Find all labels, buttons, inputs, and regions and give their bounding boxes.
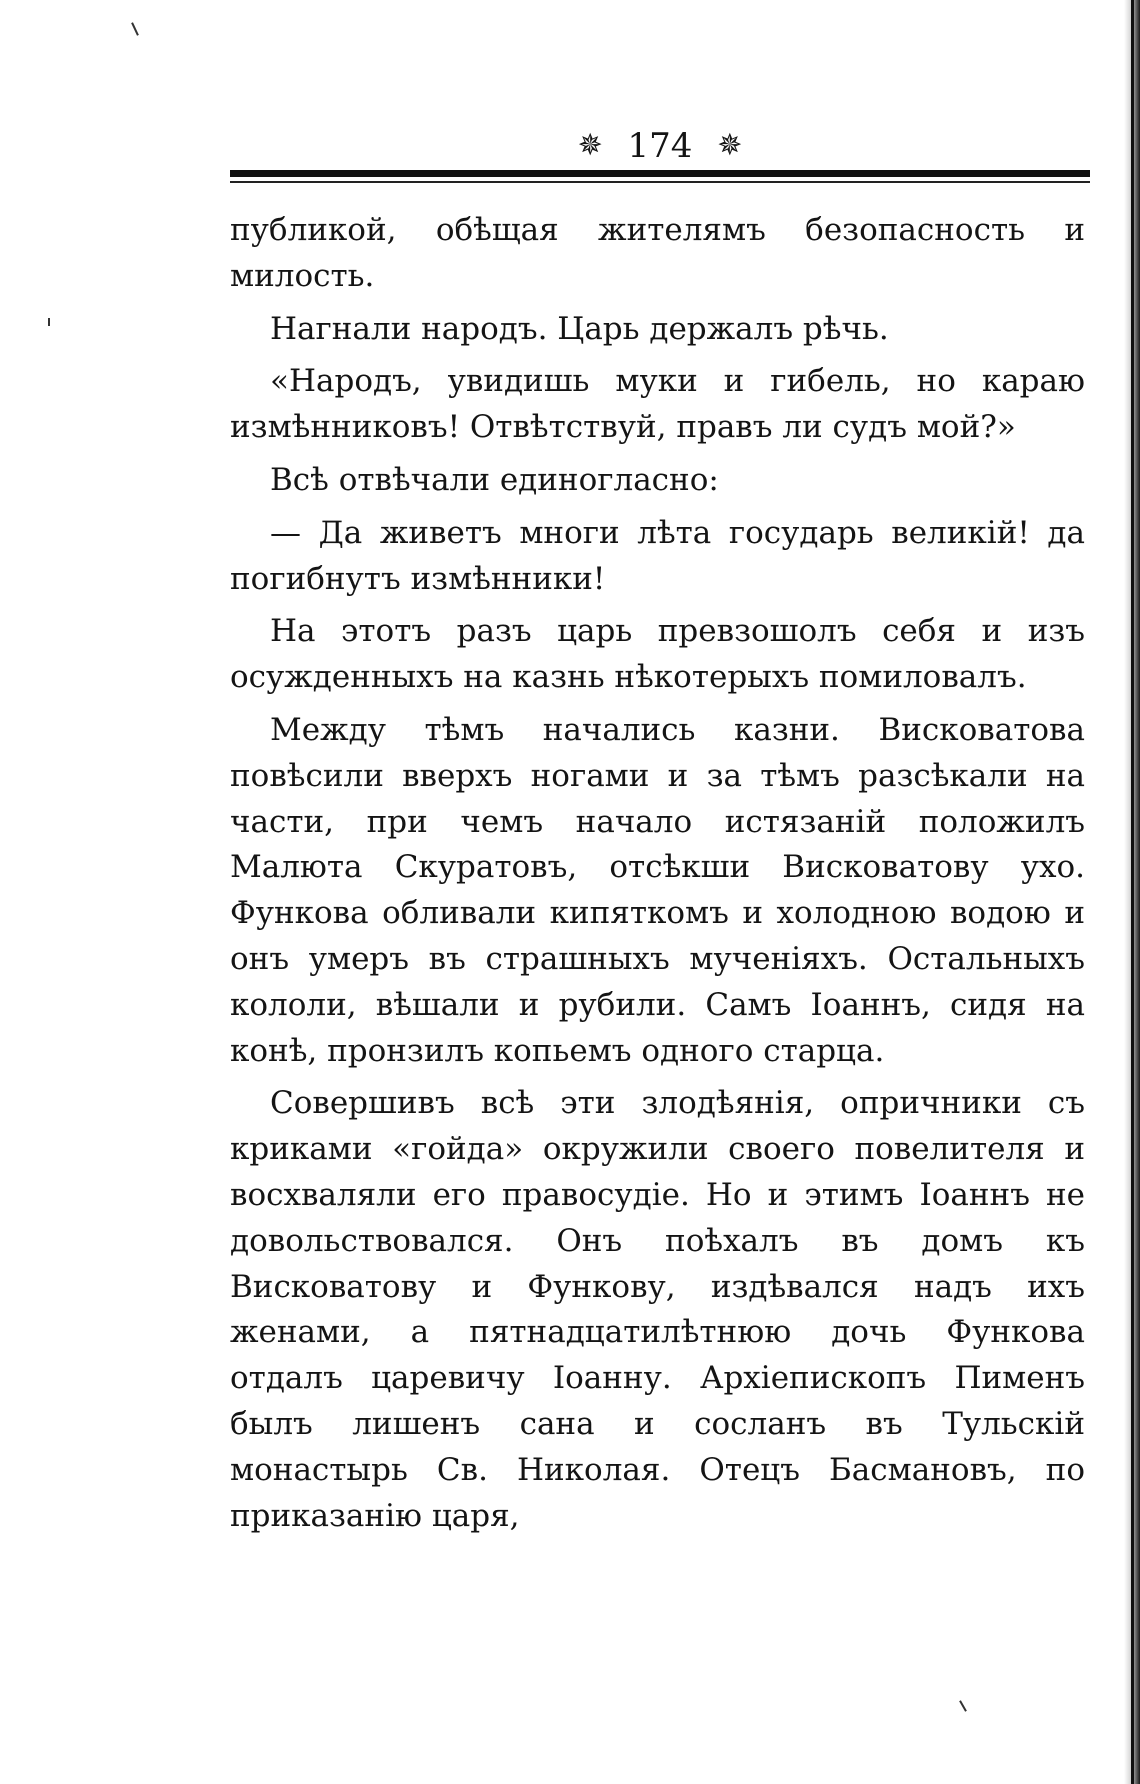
page-header <box>230 124 1090 184</box>
body-text <box>230 208 1085 1546</box>
header-rule-thin <box>230 181 1090 183</box>
header-rule-thick <box>230 170 1090 177</box>
paragraph: Совершивъ всѣ эти злодѣянія, опричники съ криками «гойда» окружили своего повелителя и восхваляли его правосудіе. Но и этимъ Іоаннъ не довольствовался. Онъ поѣхалъ въ домъ къ Висковатову и Функову, издѣвался надъ ихъ женами, а пятнадцатилѣтнюю дочь Функова отдалъ царевичу Іоанну. Архіепископъ Пименъ былъ лишенъ сана и сосланъ въ Тульскій монастырь Св. Николая. Отецъ Басмановъ, по приказанію царя, <box>230 1085 1085 1534</box>
paragraph: Между тѣмъ начались казни. Висковатова повѣсили вверхъ ногами и за тѣмъ разсѣкали на части, при чемъ начало истязаній положилъ Малюта Скуратовъ, отсѣкши Висковатову ухо. Функова обливали кипяткомъ и холодною водою и онъ умеръ въ страшныхъ мученіяхъ. Остальныхъ кололи, вѣшали и рубили. Самъ Іоаннъ, сидя на конѣ, пронзилъ копьемъ одного старца. <box>230 711 1085 1069</box>
scan-edge-line <box>1131 0 1134 1784</box>
paragraph: Всѣ отвѣчали единогласно: <box>270 461 719 498</box>
scan-speck <box>959 1700 967 1711</box>
ornament-left-icon: ✵ <box>577 128 603 163</box>
paragraph: — Да живетъ многи лѣта государь великій! да погибнутъ измѣнники! <box>230 514 1085 597</box>
paragraph: На этотъ разъ царь превзошолъ себя и изъ осужденныхъ на казнь нѣкотерыхъ помиловалъ. <box>230 613 1085 696</box>
page-number: 174 <box>627 126 693 166</box>
scan-speck <box>131 22 139 36</box>
paragraph: Нагнали народъ. Царь держалъ рѣчь. <box>270 310 889 347</box>
header-line <box>230 124 1090 166</box>
scan-speck <box>48 318 50 326</box>
paragraph: «Народъ, увидишь муки и гибель, но караю измѣнниковъ! Отвѣтствуй, правъ ли судъ мой?» <box>230 363 1085 446</box>
ornament-right-icon: ✵ <box>717 128 743 163</box>
paragraph: публикой, обѣщая жителямъ безопасность и милость. <box>230 212 1085 294</box>
